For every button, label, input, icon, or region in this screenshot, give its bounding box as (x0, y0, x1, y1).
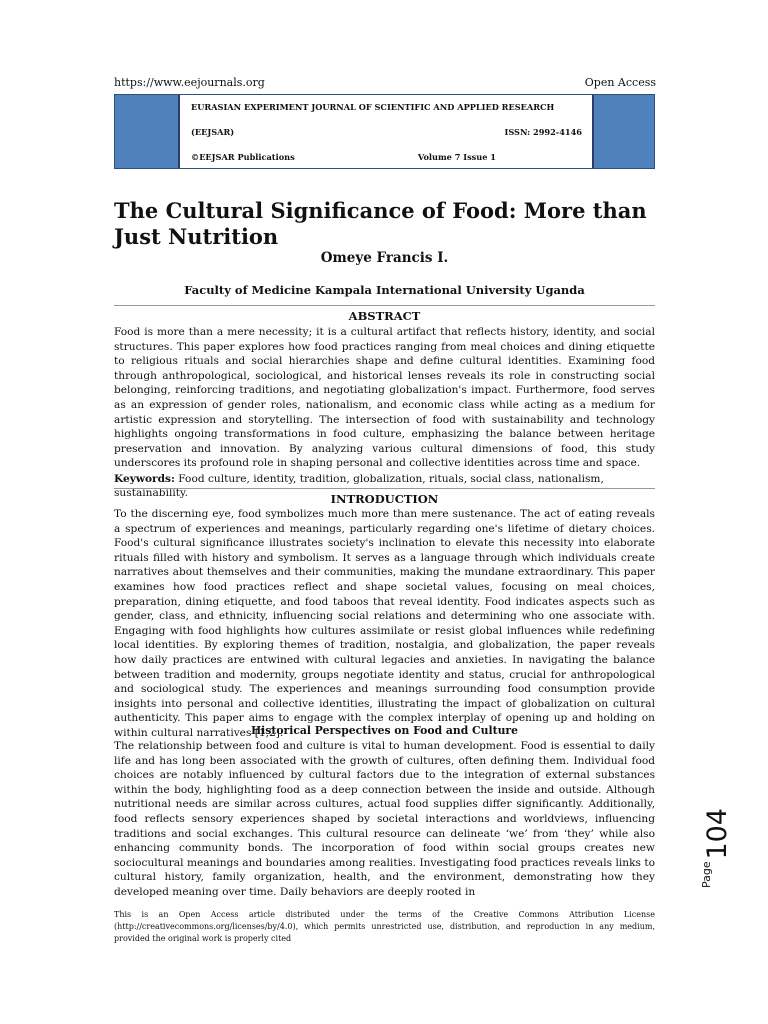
author-affiliation: Faculty of Medicine Kampala International University Uganda (184, 283, 585, 297)
running-header (114, 76, 656, 89)
publisher-label: ©EEJSAR Publications (191, 152, 295, 162)
license-footnote: This is an Open Access article distributed under the terms of the Creative Commons Attribution License (http://creativecommons.org/licenses/by/4.0), which permits unrestricted use, distribution, and reproduction in any medium, provided the original work is properly cited (114, 910, 655, 943)
journal-banner (114, 94, 655, 169)
historical-text: The relationship between food and culture is vital to human development. Food is essential to daily life and has long been associated with the growth of cultures, often defining them. Individual food choices are notably influenced by cultural factors due to the integration of external substances within the body, highlighting food as a deep connection between the inside and outside. Although nutritional needs are similar across cultures, actual food supplies differ significantly. Additionally, food reflects sensory experiences shaped by societal interactions and worldviews, influencing traditions and social exchanges. This cultural resource can delineate ‘we’ from ‘they’ while also enhancing community bonds. The incorporation of food within social groups creates new sociocultural meanings and boundaries among realities. Investigating food practices reveals links to cultural history, family organization, health, and the environment, demonstrating how they developed meaning over time. Daily behaviors are deeply rooted in (114, 740, 655, 898)
keywords-label: Keywords: (114, 473, 175, 485)
divider-abstract-top (114, 305, 655, 306)
page-word: Page (700, 861, 713, 888)
historical-heading: Historical Perspectives on Food and Culture (250, 724, 518, 737)
divider-abstract-bottom (114, 488, 655, 489)
article-author: Omeye Francis I. (320, 250, 449, 266)
open-access-label: Open Access (584, 76, 656, 89)
journal-banner-panel (178, 95, 594, 168)
keywords-list: Food culture, identity, tradition, globalization, rituals, social class, nationalism, sustainability. (114, 473, 604, 499)
abstract-text: Food is more than a mere necessity; it is a cultural artifact that reflects history, identity, and social structures. This paper explores how food practices ranging from meal choices and dining etiquette to religious rituals and social hierarchies shape and define cultural identities. Examining food through anthropological, sociological, and historical lenses reveals its role in constructing social belonging, reinforcing traditions, and negotiating globalization's impact. Furthermore, food serves as an expression of gender roles, nationalism, and economic class while acting as a medium for artistic expression and storytelling. The intersection of food with sustainability and technology highlights ongoing transformations in food culture, emphasizing the balance between heritage preservation and innovation. By analyzing various cultural dimensions of food, this study underscores its profound role in shaping personal and collective identities across time and space. (114, 326, 655, 470)
journal-issn: ISSN: 2992-4146 (504, 127, 582, 137)
article-title: The Cultural Significance of Food: More than Just Nutrition (114, 198, 647, 249)
abstract-heading: ABSTRACT (348, 309, 421, 323)
page-number-marker (700, 808, 732, 888)
introduction-heading: INTRODUCTION (330, 492, 439, 506)
journal-url[interactable]: https://www.eejournals.org (114, 76, 265, 89)
volume-issue: Volume 7 Issue 1 (417, 152, 496, 162)
introduction-text: To the discerning eye, food symbolizes much more than mere sustenance. The act of eating reveals a spectrum of experiences and meanings, particularly regarding one's lifetime of dietary choices. Food's cultural significance illustrates society's inclination to elevate this necessity into elaborate rituals filled with history and symbolism. It serves as a language through which individuals create narratives about themselves and their communities, making the mundane extraordinary. This paper examines how food practices reflect and shape societal values, focusing on meal choices, preparation, dining etiquette, and food taboos that reveal identity. Food indicates aspects such as gender, class, and ethnicity, influencing social relations and determining who one associate with. Engaging with food highlights how cultures assimilate or resist global influences while redefining local identities. By exploring themes of tradition, nostalgia, and globalization, the paper reveals how daily practices are entwined with cultural legacies and anxieties. In navigating the balance between tradition and modernity, groups negotiate identity and status, crucial for anthropological and sociological study. The experiences and meanings surrounding food consumption provide insights into personal and collective identities, illustrating the impact of globalization on cultural authenticity. This paper aims to engage with the complex interplay of opening up and holding on within cultural narratives [1,2]. (114, 508, 655, 739)
journal-name: EURASIAN EXPERIMENT JOURNAL OF SCIENTIFIC AND APPLIED RESEARCH (191, 102, 555, 112)
page-number: 104 (702, 808, 733, 860)
journal-abbreviation: (EEJSAR) (191, 127, 235, 137)
